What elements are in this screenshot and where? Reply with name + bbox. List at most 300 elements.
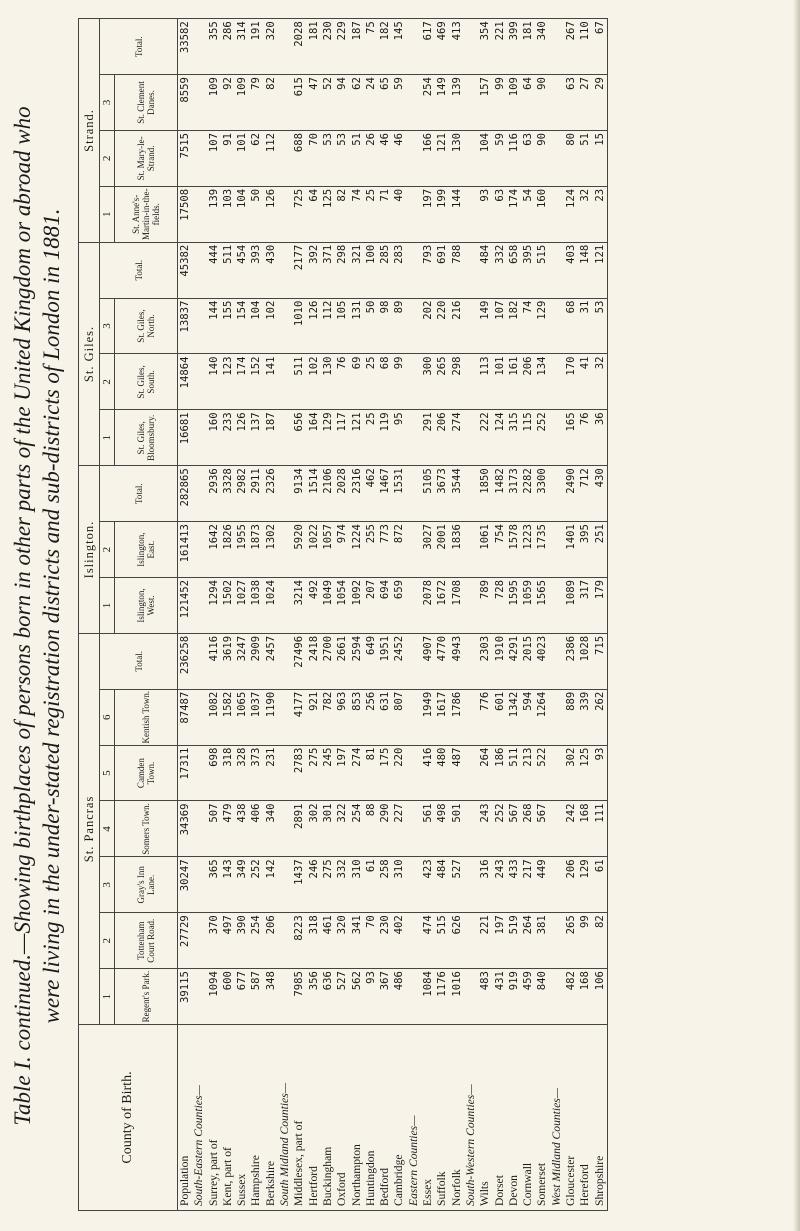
table-cell	[192, 804, 206, 856]
county-name: Norfolk	[449, 1169, 463, 1206]
table-cell: 349	[236, 859, 249, 879]
table-cell	[550, 636, 564, 688]
table-cell	[407, 859, 421, 911]
table-cell: 262	[593, 691, 606, 711]
table-cell: 1082	[207, 691, 220, 718]
table-cell: 8223	[293, 915, 306, 941]
table-cell	[550, 21, 564, 73]
table-cell: 511	[221, 244, 234, 264]
value-column	[178, 857, 608, 913]
table-cell: 14864	[179, 356, 191, 389]
table-cell	[464, 189, 478, 241]
table-cell	[464, 971, 478, 1023]
table-cell	[192, 971, 206, 1023]
table-cell: 62	[250, 132, 263, 146]
table-cell: 51	[579, 132, 592, 146]
table-cell: 1302	[264, 524, 277, 550]
table-cell: 433	[507, 859, 520, 879]
table-cell: 32	[593, 356, 606, 370]
table-cell: 148	[579, 244, 592, 264]
district-header: Strand.	[79, 19, 100, 243]
table-cell: 340	[264, 803, 277, 823]
table-cell: 2982	[236, 468, 249, 494]
table-cell: 24	[364, 77, 377, 90]
table-cell: 130	[321, 356, 334, 376]
table-cell: 1024	[264, 580, 277, 606]
table-cell: 109	[236, 77, 249, 97]
county-name: Huntingdon	[363, 1150, 377, 1206]
table-cell: 617	[422, 21, 435, 41]
subdistrict-number: 1	[100, 186, 115, 242]
table-cell: 1786	[450, 691, 463, 718]
table-cell: 117	[336, 412, 349, 432]
table-cell: 2028	[336, 468, 349, 494]
table-cell: 444	[207, 244, 220, 264]
table-cell: 1437	[293, 859, 306, 885]
table-cell: 2326	[264, 468, 277, 494]
subdistrict-name: St. Anne's-Martin-in-the-fields.	[115, 186, 178, 242]
table-cell: 140	[207, 356, 220, 376]
table-cell: 25	[364, 356, 377, 370]
table-cell	[407, 804, 421, 856]
table-cell: 322	[336, 803, 349, 823]
table-cell: 2936	[207, 468, 220, 494]
value-column	[178, 745, 608, 801]
table-cell: 242	[565, 803, 578, 823]
district-header: St. Giles.	[79, 242, 100, 466]
table-cell: 515	[536, 244, 549, 264]
table-cell: 246	[307, 859, 320, 879]
table-cell: 332	[493, 244, 506, 264]
table-cell: 1057	[321, 524, 334, 550]
table-cell: 316	[479, 859, 492, 879]
table-cell: 283	[393, 244, 406, 264]
table-cell: 339	[579, 691, 592, 711]
subdistrict-number: 1	[100, 578, 115, 634]
table-cell: 149	[479, 300, 492, 320]
value-column	[178, 19, 608, 75]
table-cell: 2909	[250, 635, 263, 662]
table-cell	[464, 21, 478, 73]
table-cell: 207	[364, 580, 377, 600]
table-cell: 310	[393, 859, 406, 879]
table-cell	[464, 468, 478, 520]
table-cell: 243	[479, 803, 492, 823]
table-cell: 70	[307, 132, 320, 146]
subdistrict-name: Camden Town.	[115, 745, 178, 801]
table-cell: 174	[236, 356, 249, 376]
table-cell	[464, 356, 478, 408]
table-cell: 157	[479, 77, 492, 97]
table-cell: 174	[507, 188, 520, 208]
table-cell: 61	[364, 859, 377, 873]
table-cell: 254	[250, 915, 263, 935]
table-cell: 265	[565, 915, 578, 935]
table-cell: 67	[593, 21, 606, 34]
table-cell: 221	[493, 21, 506, 41]
table-cell: 480	[436, 747, 449, 767]
table-cell: 507	[207, 803, 220, 823]
table-cell: 1836	[450, 524, 463, 550]
page-edge-shadow	[793, 0, 800, 1231]
table-cell: 16681	[179, 412, 191, 445]
table-cell	[278, 356, 292, 408]
table-cell: 139	[450, 77, 463, 97]
table-cell: 285	[379, 244, 392, 264]
table-cell: 712	[579, 468, 592, 488]
subdistrict-name: Tottenham Court Road.	[115, 913, 178, 969]
table-cell	[192, 748, 206, 800]
table-cell: 4291	[507, 635, 520, 662]
table-cell: 431	[493, 971, 506, 991]
table-cell: 482	[565, 971, 578, 991]
table-cell: 2028	[293, 21, 306, 47]
table-cell: 141	[264, 356, 277, 376]
table-cell: 142	[264, 859, 277, 879]
table-cell: 230	[379, 915, 392, 935]
table-cell: 1949	[422, 691, 435, 718]
county-name: Kent, part of	[220, 1147, 234, 1206]
table-cell: 522	[536, 747, 549, 767]
table-cell: 1850	[479, 468, 492, 494]
table-cell: 61	[593, 859, 606, 873]
table-cell	[192, 301, 206, 353]
table-cell: 492	[307, 580, 320, 600]
table-cell: 109	[207, 77, 220, 97]
table-cell: 274	[350, 747, 363, 767]
table-cell: 123	[221, 356, 234, 376]
table-cell: 104	[479, 132, 492, 153]
table-cell: 202	[422, 300, 435, 320]
value-column	[178, 522, 608, 578]
subdistrict-number: 2	[100, 522, 115, 578]
table-cell: 1514	[307, 468, 320, 494]
table-cell: 773	[379, 524, 392, 544]
table-cell: 2106	[321, 468, 334, 494]
table-cell: 1482	[493, 468, 506, 494]
table-cell: 921	[307, 691, 320, 711]
table-cell: 206	[264, 915, 277, 935]
table-cell: 498	[436, 803, 449, 823]
table-cell: 282865	[179, 468, 191, 507]
table-cell	[278, 859, 292, 911]
table-cell: 3173	[507, 468, 520, 494]
table-cell	[278, 748, 292, 800]
table-cell: 1826	[221, 524, 234, 550]
table-cell	[278, 77, 292, 129]
table-cell: 2001	[436, 524, 449, 550]
table-cell: 63	[493, 188, 506, 202]
table-cell: 13837	[179, 300, 191, 333]
table-cell: 254	[422, 77, 435, 97]
table-cell: 29	[593, 77, 606, 90]
table-cell: 688	[293, 132, 306, 153]
table-cell: 423	[422, 859, 435, 879]
table-cell: 245	[321, 747, 334, 767]
table-cell: 974	[336, 524, 349, 544]
table-cell: 131	[350, 300, 363, 320]
table-cell: 104	[250, 300, 263, 320]
county-name: Middlesex, part of	[292, 1120, 306, 1206]
county-section-heading: West Midland Counties—	[549, 1087, 563, 1206]
county-name: Shropshire	[592, 1155, 606, 1206]
table-cell: 82	[336, 188, 349, 202]
table-cell	[407, 133, 421, 185]
table-cell: 256	[364, 691, 377, 711]
table-cell: 68	[379, 356, 392, 370]
table-cell: 230	[321, 21, 334, 41]
table-cell: 27	[579, 77, 592, 90]
table-cell: 63	[522, 132, 535, 146]
table-cell: 1294	[207, 580, 220, 606]
table-cell: 46	[393, 132, 406, 146]
table-cell: 406	[250, 803, 263, 823]
table-cell: 487	[450, 747, 463, 767]
table-cell: 807	[393, 691, 406, 711]
table-cell: 112	[321, 300, 334, 320]
table-cell: 2015	[522, 635, 535, 662]
table-cell: 840	[536, 971, 549, 991]
table-cell: 1951	[379, 635, 392, 662]
table-cell: 267	[565, 21, 578, 41]
table-cell: 70	[364, 915, 377, 929]
table-cell: 161	[507, 356, 520, 376]
table-cell: 143	[221, 859, 234, 879]
table-cell: 399	[507, 21, 520, 41]
table-cell: 1016	[450, 971, 463, 997]
table-cell: 113	[479, 356, 492, 376]
table-cell: 81	[364, 747, 377, 761]
table-cell: 155	[221, 300, 234, 320]
table-cell: 291	[422, 412, 435, 432]
table-cell: 1027	[236, 580, 249, 606]
table-cell: 121	[593, 244, 606, 264]
table-cell: 320	[336, 915, 349, 935]
table-cell: 314	[236, 21, 249, 41]
table-cell: 82	[264, 77, 277, 90]
subdistrict-total-header: Total.	[100, 19, 178, 75]
table-cell: 1910	[493, 635, 506, 662]
table-cell: 126	[307, 300, 320, 320]
table-cell: 165	[565, 412, 578, 432]
table-cell	[407, 245, 421, 297]
table-cell: 93	[479, 188, 492, 202]
subdistrict-name: St. Giles, South.	[115, 354, 178, 410]
table-cell: 430	[593, 468, 606, 488]
table-cell	[192, 692, 206, 744]
table-cell: 99	[579, 915, 592, 929]
table-cell: 110	[579, 21, 592, 41]
table-cell: 919	[507, 971, 520, 991]
table-cell: 486	[393, 971, 406, 991]
table-cell: 1022	[307, 524, 320, 550]
table-cell: 300	[422, 356, 435, 376]
table-cell: 265	[436, 356, 449, 376]
table-cell	[550, 133, 564, 185]
table-cell	[464, 692, 478, 744]
table-cell: 3328	[221, 468, 234, 494]
table-cell: 1642	[207, 524, 220, 550]
table-cell: 1873	[250, 524, 263, 550]
table-cell: 69	[350, 356, 363, 370]
table-cell: 3673	[436, 468, 449, 494]
table-cell	[278, 971, 292, 1023]
table-cell: 301	[321, 803, 334, 823]
table-cell: 390	[236, 915, 249, 935]
table-cell: 186	[493, 747, 506, 767]
table-cell: 181	[307, 21, 320, 41]
table-cell	[407, 915, 421, 967]
table-cell: 47	[307, 77, 320, 90]
table-cell: 469	[436, 21, 449, 41]
county-name: Surrey, part of	[206, 1139, 220, 1206]
table-cell	[192, 412, 206, 464]
table-cell	[407, 412, 421, 464]
table-cell: 392	[307, 244, 320, 264]
table-cell: 1049	[321, 580, 334, 606]
table-cell: 1467	[379, 468, 392, 494]
table-cell: 17311	[179, 747, 191, 780]
table-cell: 216	[450, 300, 463, 320]
table-cell: 168	[579, 803, 592, 823]
table-cell: 715	[593, 635, 606, 656]
table-cell	[407, 524, 421, 576]
table-cell: 348	[264, 971, 277, 991]
table-cell: 59	[493, 132, 506, 146]
table-cell: 32	[579, 188, 592, 202]
table-cell: 199	[436, 188, 449, 208]
table-cell: 601	[493, 691, 506, 711]
table-cell: 134	[536, 356, 549, 376]
county-section-heading: South-Western Counties—	[463, 1084, 477, 1206]
table-cell: 254	[350, 803, 363, 823]
value-column	[178, 689, 608, 745]
table-cell	[550, 804, 564, 856]
table-cell: 354	[479, 21, 492, 41]
table-cell: 2490	[565, 468, 578, 494]
table-cell: 93	[593, 747, 606, 761]
table-cell: 220	[436, 300, 449, 320]
subdistrict-total-header: Total.	[100, 466, 178, 522]
table-cell	[550, 245, 564, 297]
table-cell: 371	[321, 244, 334, 264]
table-cell: 677	[236, 971, 249, 991]
table-cell: 107	[207, 132, 220, 153]
table-cell: 4023	[536, 635, 549, 662]
table-cell: 462	[364, 468, 377, 488]
table-cell: 39115	[179, 971, 191, 1004]
table-cell: 170	[565, 356, 578, 376]
table-cell: 104	[236, 188, 249, 208]
table-cell	[550, 412, 564, 464]
subdistrict-number: 2	[100, 354, 115, 410]
table-title	[8, 21, 66, 1211]
table-cell: 315	[507, 412, 520, 432]
table-cell	[192, 189, 206, 241]
table-cell: 872	[393, 524, 406, 544]
table-cell	[407, 77, 421, 129]
table-cell: 449	[536, 859, 549, 879]
table-cell: 788	[450, 244, 463, 264]
subdistrict-number: 2	[100, 130, 115, 186]
table-cell: 562	[350, 971, 363, 991]
table-cell	[278, 245, 292, 297]
table-cell	[192, 915, 206, 967]
subdistrict-name: St. Giles, Bloomsbury.	[115, 410, 178, 466]
county-section-heading: South-Eastern Counties—	[192, 1085, 206, 1206]
table-cell: 233	[221, 412, 234, 432]
table-cell: 3214	[293, 580, 306, 606]
table-cell: 197	[336, 747, 349, 767]
table-cell: 341	[350, 915, 363, 935]
table-cell: 567	[507, 803, 520, 823]
table-cell: 393	[250, 244, 263, 264]
table-cell: 356	[307, 971, 320, 991]
table-cell: 483	[479, 971, 492, 991]
table-cell: 776	[479, 691, 492, 711]
table-cell: 321	[350, 244, 363, 264]
county-name: Essex	[421, 1178, 435, 1206]
subdistrict-name: Gray's Inn Lane.	[115, 857, 178, 913]
county-name: Devon	[506, 1175, 520, 1206]
county-name: Gloucester	[564, 1155, 578, 1206]
table-cell: 25	[364, 412, 377, 426]
table-cell: 2911	[250, 468, 263, 494]
table-cell: 1176	[436, 971, 449, 997]
table-cell: 4116	[207, 635, 220, 662]
table-cell	[550, 356, 564, 408]
table-cell: 1038	[250, 580, 263, 606]
table-cell	[278, 189, 292, 241]
table-cell: 111	[593, 803, 606, 823]
table-cell: 9134	[293, 468, 306, 494]
table-cell	[550, 189, 564, 241]
table-cell: 1342	[507, 691, 520, 718]
table-cell: 1065	[236, 691, 249, 718]
table-cell: 99	[393, 356, 406, 370]
table-cell: 164	[307, 412, 320, 432]
table-cell: 252	[493, 803, 506, 823]
table-cell: 74	[522, 300, 535, 314]
table-cell: 255	[364, 524, 377, 544]
value-column	[178, 913, 608, 969]
table-cell	[407, 356, 421, 408]
table-cell: 430	[264, 244, 277, 264]
subdistrict-number: 1	[100, 969, 115, 1025]
subdistrict-number: 5	[100, 745, 115, 801]
table-cell	[192, 859, 206, 911]
table-cell: 129	[536, 300, 549, 320]
table-cell: 318	[221, 747, 234, 767]
table-cell: 93	[364, 971, 377, 984]
subdistrict-number: 3	[100, 298, 115, 354]
table-cell: 40	[393, 188, 406, 202]
county-name: Wilts	[478, 1181, 492, 1206]
table-cell: 94	[336, 77, 349, 90]
table-cell: 340	[536, 21, 549, 41]
table-cell: 161413	[179, 524, 191, 563]
table-cell: 302	[307, 803, 320, 823]
table-cell: 1617	[436, 691, 449, 718]
table-cell: 103	[221, 188, 234, 208]
table-cell: 258	[379, 859, 392, 879]
subdistrict-name: St. Clement Danes.	[115, 75, 178, 131]
table-cell: 656	[293, 412, 306, 432]
table-cell: 227	[393, 803, 406, 823]
table-cell: 3247	[236, 635, 249, 662]
county-name: Hertford	[306, 1166, 320, 1206]
table-cell: 187	[350, 21, 363, 41]
